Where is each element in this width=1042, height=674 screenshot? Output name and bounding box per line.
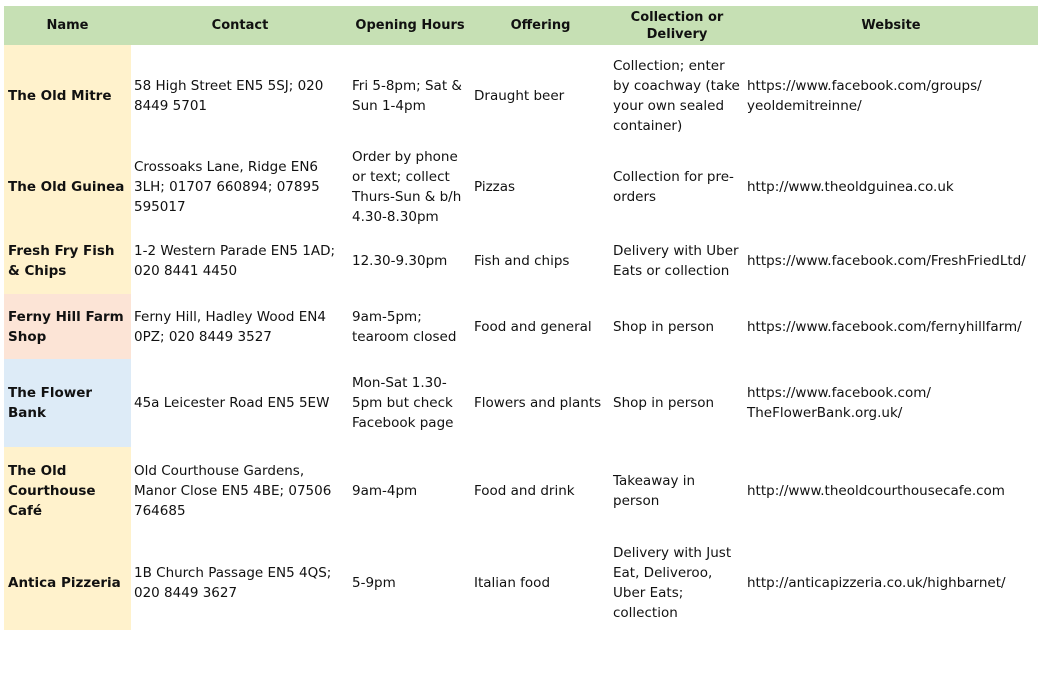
header-website: Website (744, 6, 1038, 45)
venue-hours: Mon-Sat 1.30-5pm but check Facebook page (352, 375, 454, 431)
venue-website: https://www.facebook.com/groups/yeoldemitreinne/ (747, 78, 982, 114)
venue-hours: Order by phone or text; collect Thurs-Sun & b/h 4.30-8.30pm (352, 149, 462, 225)
venue-contact: 1-2 Western Parade EN5 1AD; 020 8441 4450 (134, 242, 336, 279)
venue-hours: 9am-4pm (352, 483, 418, 499)
venue-hours: 5-9pm (352, 574, 396, 591)
venue-website: http://www.theoldcourthousecafe.com (747, 483, 1005, 499)
venue-collection: Delivery with Uber Eats or collection (613, 242, 739, 279)
venue-name: The Flower Bank (4, 359, 131, 447)
venue-offering: Italian food (474, 574, 551, 591)
venue-contact: Crossoaks Lane, Ridge EN6 3LH; 01707 660894; 07895 595017 (134, 159, 320, 215)
header-row (4, 6, 1038, 45)
venues-table (4, 6, 1038, 630)
venue-name: The Old Mitre (4, 45, 131, 147)
venue-collection: Shop in person (613, 395, 715, 411)
venue-collection: Shop in person (613, 318, 715, 335)
venue-contact: 45a Leicester Road EN5 5EW (134, 395, 330, 411)
venue-offering: Flowers and plants (474, 395, 602, 411)
venue-name: Ferny Hill Farm Shop (4, 294, 131, 359)
venue-contact: 58 High Street EN5 5SJ; 020 8449 5701 (134, 78, 324, 114)
venue-collection: Takeaway in person (613, 473, 696, 509)
venue-offering: Pizzas (474, 179, 516, 195)
venue-offering: Fish and chips (474, 252, 570, 269)
venue-contact: Ferny Hill, Hadley Wood EN4 0PZ; 020 8449 3527 (134, 308, 326, 345)
venue-contact: 1B Church Passage EN5 4QS; 020 8449 3627 (134, 564, 332, 601)
table-row (4, 359, 1038, 447)
venue-website: http://www.theoldguinea.co.uk (747, 179, 954, 195)
table-row (4, 45, 1038, 147)
venue-offering: Food and general (474, 318, 592, 335)
venue-website: https://www.facebook.com/FreshFriedLtd/ (747, 252, 1026, 269)
header-offering: Offering (471, 6, 610, 45)
venue-collection: Delivery with Just Eat, Deliveroo, Uber Eats; collection (613, 544, 732, 621)
table-row (4, 294, 1038, 359)
venue-hours: Fri 5-8pm; Sat & Sun 1-4pm (352, 78, 462, 114)
venue-hours: 9am-5pm; tearoom closed (352, 308, 457, 345)
header-name: Name (4, 6, 131, 45)
venue-offering: Food and drink (474, 483, 575, 499)
venue-name: The Old Courthouse Café (4, 447, 131, 535)
header-collection-or-delivery: Collection or Delivery (610, 6, 744, 45)
venue-website: https://www.facebook.com/fernyhillfarm/ (747, 318, 1022, 335)
table-row (4, 147, 1038, 227)
venue-name: Antica Pizzeria (4, 535, 131, 630)
venue-name: Fresh Fry Fish & Chips (4, 227, 131, 294)
venue-hours: 12.30-9.30pm (352, 252, 448, 269)
venue-collection: Collection; enter by coachway (take your own sealed container) (613, 58, 740, 134)
table-row (4, 535, 1038, 630)
venue-website: https://www.facebook.com/TheFlowerBank.org.uk/ (747, 385, 931, 421)
header-contact: Contact (131, 6, 349, 45)
header-opening-hours: Opening Hours (349, 6, 471, 45)
venue-offering: Draught beer (474, 88, 565, 104)
table-row (4, 447, 1038, 535)
venue-contact: Old Courthouse Gardens, Manor Close EN5 4BE; 07506 764685 (134, 463, 332, 519)
venue-collection: Collection for pre-orders (613, 169, 734, 205)
venue-name: The Old Guinea (4, 147, 131, 227)
venue-website: http://anticapizzeria.co.uk/highbarnet/ (747, 574, 1006, 591)
table-row (4, 227, 1038, 294)
